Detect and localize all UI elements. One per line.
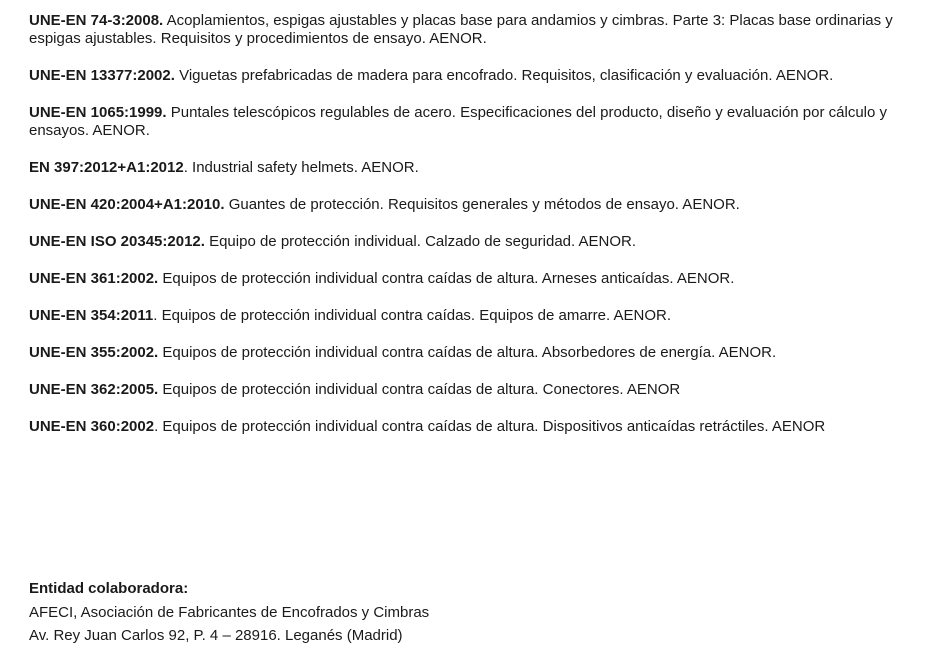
collaborator-heading: Entidad colaboradora: [29,580,189,597]
reference-text: Equipos de protección individual contra caídas de altura. Conectores. AENOR [158,381,681,398]
reference-entry [29,381,909,399]
references-list [29,12,909,455]
reference-code: UNE-EN 1065:1999. [29,104,167,121]
reference-entry [29,233,909,251]
reference-text: Puntales telescópicos regulables de acero. Especificaciones del producto, diseño y evaluación por cálculo y ensayos. AENOR. [29,104,888,139]
reference-code: UNE-EN ISO 20345:2012. [29,233,205,250]
reference-code: UNE-EN 360:2002 [29,418,155,435]
reference-entry [29,344,909,362]
reference-entry [29,159,909,177]
reference-code: UNE-EN 362:2005. [29,381,159,398]
reference-code: UNE-EN 354:2011 [29,307,154,324]
collaborator-block [29,577,909,648]
reference-code: UNE-EN 355:2002. [29,344,159,361]
reference-entry [29,307,909,325]
reference-entry [29,196,909,214]
collaborator-name: AFECI, Asociación de Fabricantes de Encofrados y Cimbras [29,603,430,621]
collaborator-address: Av. Rey Juan Carlos 92, P. 4 – 28916. Leganés (Madrid) [29,627,403,644]
reference-text: Equipos de protección individual contra caídas de altura. Arneses anticaídas. AENOR. [158,270,735,287]
reference-code: UNE-EN 420:2004+A1:2010. [29,196,225,213]
reference-text: . Industrial safety helmets. AENOR. [183,159,419,176]
reference-entry [29,418,909,436]
reference-text: Equipo de protección individual. Calzado de seguridad. AENOR. [204,233,637,250]
reference-text: Guantes de protección. Requisitos generales y métodos de ensayo. AENOR. [224,196,740,213]
reference-entry [29,67,909,85]
reference-entry [29,12,909,48]
reference-code: UNE-EN 74-3:2008. [29,12,164,29]
reference-code: UNE-EN 361:2002. [29,270,159,287]
reference-code: EN 397:2012+A1:2012 [29,159,184,176]
reference-text: Viguetas prefabricadas de madera para encofrado. Requisitos, clasificación y evaluación. AENOR. [174,67,834,84]
reference-entry [29,104,909,140]
reference-text: . Equipos de protección individual contra caídas de altura. Dispositivos anticaídas retráctiles. AENOR [154,418,826,435]
reference-text: Acoplamientos, espigas ajustables y placas base para andamios y cimbras. Parte 3: Placas base ordinarias y espigas ajustables. Requisitos y procedimientos de ensayo. AENOR. [29,12,893,47]
reference-entry [29,270,909,288]
reference-text: . Equipos de protección individual contra caídas. Equipos de amarre. AENOR. [153,307,672,324]
reference-text: Equipos de protección individual contra caídas de altura. Absorbedores de energía. AENOR. [158,344,777,361]
reference-code: UNE-EN 13377:2002. [29,67,175,84]
